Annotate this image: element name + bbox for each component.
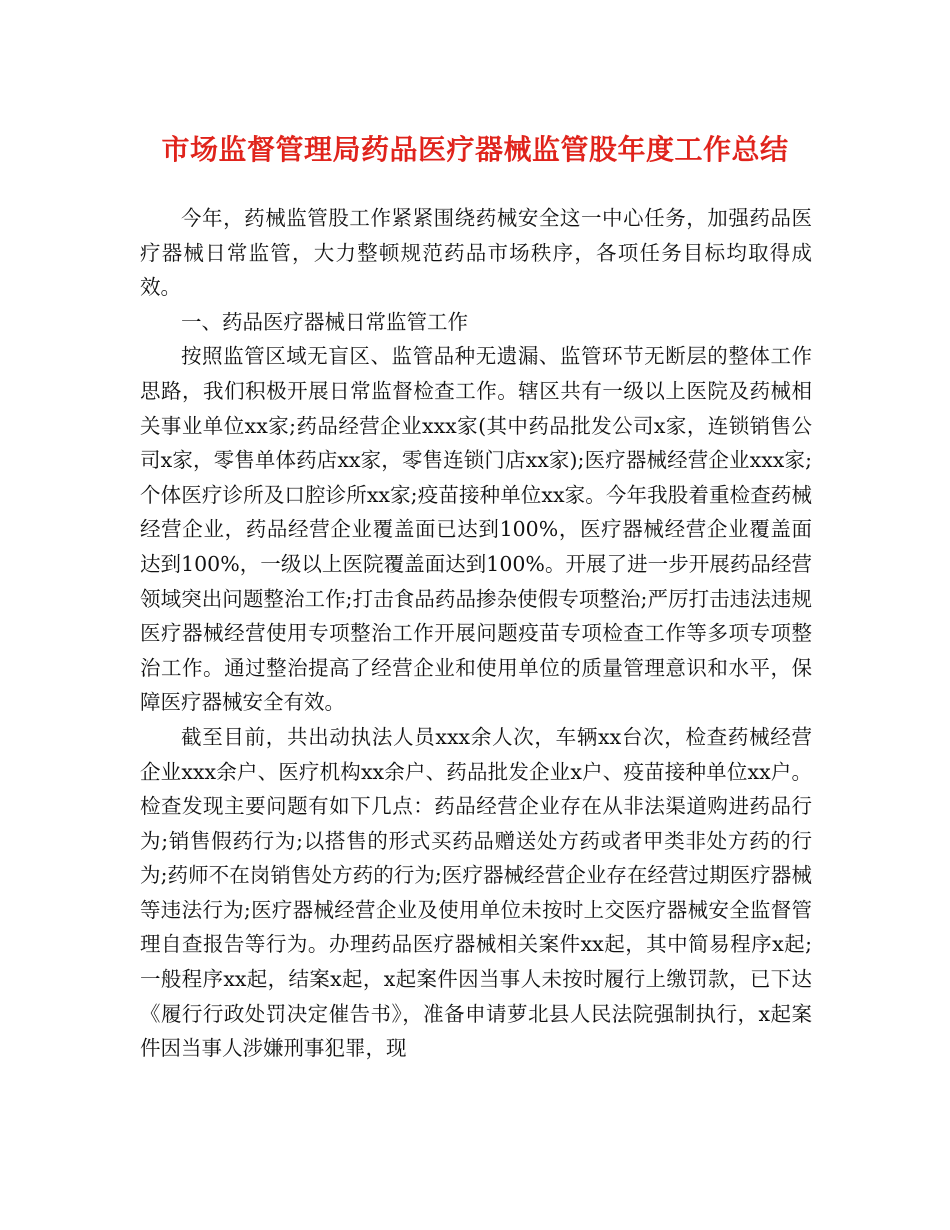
document-body [140, 201, 812, 1066]
section-heading: 一、药品医疗器械日常监管工作 [181, 309, 468, 334]
document-title: 市场监督管理局药品医疗器械监管股年度工作总结 [161, 133, 789, 166]
intro-paragraph: 今年，药械监管股工作紧紧围绕药械安全这一中心任务，加强药品医疗器械日常监管，大力整顿规范药品市场秩序，各项任务目标均取得成效。 [140, 206, 812, 300]
body-paragraph: 按照监管区域无盲区、监管品种无遗漏、监管环节无断层的整体工作思路，我们积极开展日常监督检查工作。辖区共有一级以上医院及药械相关事业单位xx家;药品经营企业xxx家(其中药品批发公司x家，连锁销售公司x家，零售单体药店xx家，零售连锁门店xx家);医疗器械经营企业xxx家;个体医疗诊所及口腔诊所xx家;疫苗接种单位xx家。今年我股着重检查药械经营企业，药品经营企业覆盖面已达到100%，医疗器械经营企业覆盖面达到100%，一级以上医院覆盖面达到100%。开展了进一步开展药品经营领域突出问题整治工作;打击食品药品掺杂使假专项整治;严厉打击违法违规医疗器械经营使用专项整治工作开展问题疫苗专项检查工作等多项专项整治工作。通过整治提高了经营企业和使用单位的质量管理意识和水平，保障医疗器械安全有效。 [140, 344, 812, 715]
body-paragraph: 截至目前，共出动执法人员xxx余人次，车辆xx台次，检查药械经营企业xxx余户、医疗机构xx余户、药品批发企业x户、疫苗接种单位xx户。检查发现主要问题有如下几点：药品经营企业存在从非法渠道购进药品行为;销售假药行为;以搭售的形式买药品赠送处方药或者甲类非处方药的行为;药师不在岗销售处方药的行为;医疗器械经营企业存在经营过期医疗器械等违法行为;医疗器械经营企业及使用单位未按时上交医疗器械安全监督管理自查报告等行为。办理药品医疗器械相关案件xx起，其中简易程序x起;一般程序xx起，结案x起，x起案件因当事人未按时履行上缴罚款，已下达《履行行政处罚决定催告书》，准备申请萝北县人民法院强制执行，x起案件因当事人涉嫌刑事犯罪，现 [140, 724, 812, 1061]
